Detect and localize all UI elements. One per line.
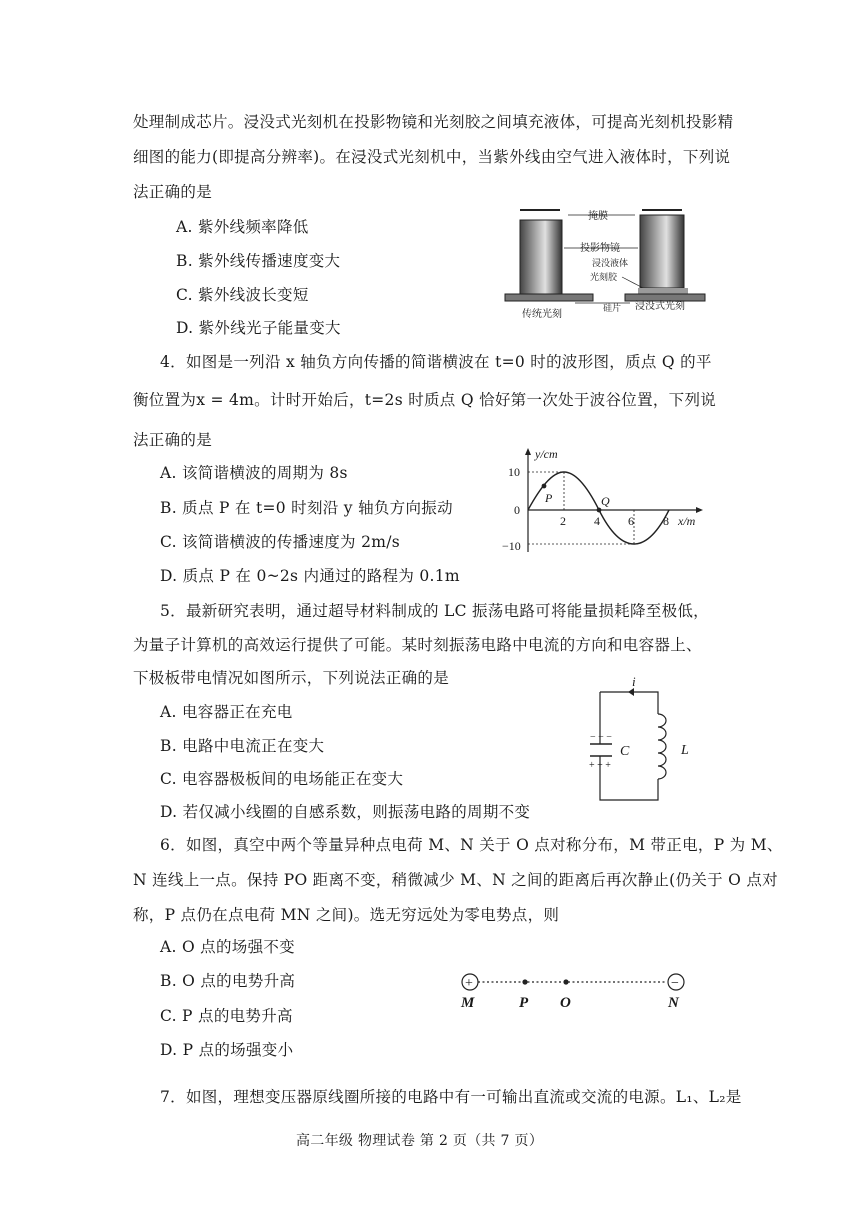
current-label: i [632,674,636,689]
q5-option-a: A. 电容器正在充电 [160,703,293,721]
label-o: O [560,995,571,1011]
label-n: N [668,995,679,1011]
q4-intro-line-2: 衡位置为x = 4m。计时开始后，t=2s 时质点 Q 恰好第一次处于波谷位置，下列说 [133,391,717,409]
q4-option-b: B. 质点 P 在 t=0 时刻沿 y 轴负方向振动 [160,499,453,517]
q4-intro-line-1: 4．如图是一列沿 x 轴负方向传播的简谐横波在 t=0 时的波形图，质点 Q 的平 [160,353,712,371]
q3-option-d: D. 紫外线光子能量变大 [176,319,341,337]
q6-option-d: D. P 点的场强变小 [160,1041,294,1059]
q5-option-c: C. 电容器极板间的电场能正在变大 [160,770,404,788]
point-o [563,979,568,984]
charge-n-sign: − [671,976,679,991]
q3-option-b: B. 紫外线传播速度变大 [176,252,341,270]
q6-intro-line-2: N 连线上一点。保持 PO 距离不变，稍微减少 M、N 之间的距离后再次静止(仍关于 O 点对 [133,871,778,889]
q5-option-d: D. 若仅减小线圈的自感系数，则振荡电路的周期不变 [160,803,531,821]
wave-graph [498,446,710,558]
immersion-caption: 浸没式光刻 [635,301,685,312]
lens-label: 投影物镜 [580,243,620,254]
q6-option-a: A. O 点的场强不变 [160,938,295,956]
page-footer: 高二年级 物理试卷 第 2 页（共 7 页） [296,1133,544,1149]
label-p: P [545,491,553,505]
x-tick-6: 6 [628,514,634,528]
charges-figure [452,970,697,1012]
label-p: P [519,995,529,1011]
q3-intro-line-2: 细图的能力(即提高分辨率)。在浸没式光刻机中，当紫外线由空气进入液体时，下列说 [133,148,731,166]
inductor-label: L [681,743,689,758]
q5-intro-line-1: 5．最新研究表明，通过超导材料制成的 LC 振荡电路可将能量损耗降至极低， [160,602,709,620]
bottom-plate-charge: + + + [589,760,611,771]
x-tick-4: 4 [594,514,600,528]
y-tick-10: 10 [508,465,520,479]
label-q: Q [601,494,610,508]
q5-intro-line-2: 为量子计算机的高效运行提供了可能。某时刻振荡电路中电流的方向和电容器上、 [133,636,702,654]
q6-option-c: C. P 点的电势升高 [160,1007,293,1025]
q4-intro-line-3: 法正确的是 [133,431,213,449]
q4-option-a: A. 该简谐横波的周期为 8s [160,464,348,482]
q7-intro-line-1: 7．如图，理想变压器原线圈所接的电路中有一可输出直流或交流的电源。L₁、L₂是 [160,1088,742,1106]
q5-option-b: B. 电路中电流正在变大 [160,737,325,755]
q6-option-b: B. O 点的电势升高 [160,972,296,990]
inductor-coil [658,714,666,779]
y-axis-label: y/cm [535,447,558,461]
mask-label: 掩膜 [588,211,608,222]
q3-intro-line-3: 法正确的是 [133,183,213,201]
point-q [597,508,602,513]
x-tick-2: 2 [560,514,566,528]
q3-option-a: A. 紫外线频率降低 [176,218,309,236]
charge-m-sign: + [465,976,473,991]
point-p [522,979,527,984]
y-tick-0: 0 [514,503,520,517]
q4-option-c: C. 该简谐横波的传播速度为 2m/s [160,533,401,551]
x-tick-8: 8 [663,514,669,528]
q3-intro-line-1: 处理制成芯片。浸没式光刻机在投影物镜和光刻胶之间填充液体，可提高光刻机投影精 [133,113,734,131]
top-plate-charge: − − − [590,732,612,743]
point-p [542,484,547,489]
q5-intro-line-3: 下极板带电情况如图所示，下列说法正确的是 [133,669,450,687]
capacitor-label: C [620,744,630,759]
label-m: M [461,995,475,1011]
lithography-figure [500,205,710,323]
wafer-label: 硅片 [603,303,622,313]
resist-label: 光刻胶 [590,272,618,282]
y-tick-neg10: −10 [502,539,521,553]
q4-option-d: D. 质点 P 在 0~2s 内通过的路程为 0.1m [160,567,460,585]
liquid-label: 浸没液体 [592,258,629,268]
q3-option-c: C. 紫外线波长变短 [176,286,309,304]
q6-intro-line-3: 称，P 点仍在点电荷 MN 之间)。选无穷远处为零电势点，则 [133,906,560,924]
traditional-caption: 传统光刻 [522,309,562,320]
x-axis-label: x/m [678,514,696,528]
q6-intro-line-1: 6．如图，真空中两个等量异种点电荷 M、N 关于 O 点对称分布，M 带正电，P 为 M、 [160,836,783,854]
lc-circuit [588,674,698,804]
